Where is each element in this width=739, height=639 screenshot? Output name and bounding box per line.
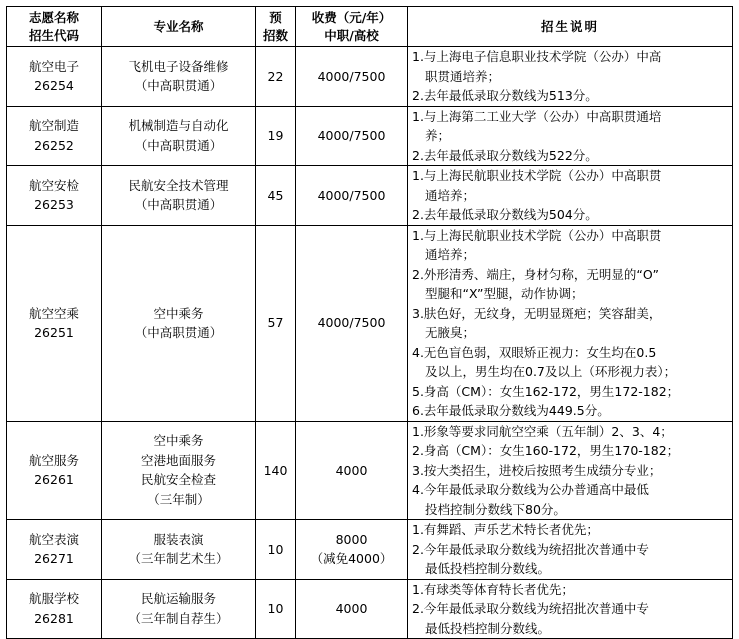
plan-count: 45 xyxy=(267,187,284,203)
note-line: 最低投档控制分数线。 xyxy=(425,561,551,576)
school-cell xyxy=(7,47,102,107)
major-cell xyxy=(102,166,256,226)
major-line: 飞机电子设备维修 xyxy=(128,58,229,74)
fee-cell xyxy=(296,106,408,166)
table-row xyxy=(7,47,733,107)
fee-line: 4000/7500 xyxy=(317,68,386,84)
major-cell xyxy=(102,520,256,580)
note-line: 1.与上海民航职业技术学院（公办）中高职贯 xyxy=(412,168,662,183)
major-line: 空中乘务 xyxy=(153,433,204,449)
school-cell xyxy=(7,106,102,166)
note-line: 1.与上海民航职业技术学院（公办）中高职贯 xyxy=(412,227,662,243)
fee-line: 4000/7500 xyxy=(317,128,386,143)
note-line: 3.按大类招生，进校后按照考生成绩分专业； xyxy=(412,462,662,478)
plan-count: 22 xyxy=(267,68,284,84)
plan-cell xyxy=(256,166,296,226)
school-code: 26252 xyxy=(34,137,74,153)
school-name: 航空电子 xyxy=(28,58,79,74)
fee-cell xyxy=(296,166,408,226)
plan-count: 57 xyxy=(267,315,284,331)
plan-count: 140 xyxy=(263,462,288,478)
note-line: 2.今年最低录取分数线为统招批次普通中专 xyxy=(412,601,649,616)
note-line: 养； xyxy=(425,128,451,143)
note-line: 5.身高（CM）：女生162-172，男生172-182； xyxy=(412,383,680,399)
major-line: 服装表演 xyxy=(153,531,204,547)
header-plan xyxy=(256,7,296,47)
header-notes xyxy=(408,7,733,47)
note-line: 2.身高（CM）：女生160-172，男生170-182； xyxy=(412,443,680,458)
school-code: 26254 xyxy=(34,78,74,94)
fee-line: 4000/7500 xyxy=(317,187,386,203)
header-school-name xyxy=(7,7,102,47)
header-school-name-line2: 招生代码 xyxy=(28,27,79,43)
school-name: 航空安检 xyxy=(28,177,79,193)
note-line: 1.有舞蹈、声乐艺术特长者优先； xyxy=(412,522,599,537)
major-line: （三年制自荐生） xyxy=(128,610,229,626)
header-major xyxy=(102,7,256,47)
major-cell xyxy=(102,579,256,639)
plan-count: 10 xyxy=(267,601,284,616)
school-code: 26261 xyxy=(34,472,74,488)
school-code: 26253 xyxy=(34,197,74,213)
note-line: 1.与上海第二工业大学（公办）中高职贯通培 xyxy=(412,108,662,124)
note-line: 1.有球类等体育特长者优先； xyxy=(412,581,574,597)
major-cell xyxy=(102,47,256,107)
major-line: 空港地面服务 xyxy=(140,452,216,468)
plan-count: 19 xyxy=(267,128,284,143)
note-line: 型腿和“X”型腿，动作协调； xyxy=(425,286,584,301)
school-cell xyxy=(7,166,102,226)
fee-line: 4000 xyxy=(335,462,368,478)
note-line: 2.去年最低录取分数线为504分。 xyxy=(412,207,598,222)
fee-line: 4000/7500 xyxy=(317,315,386,331)
fee-cell xyxy=(296,520,408,580)
table-row xyxy=(7,166,733,226)
major-line: （中高职贯通） xyxy=(134,78,223,94)
header-row xyxy=(7,7,733,47)
note-line: 及以上，男生均在0.7及以上（环形视力表）； xyxy=(425,364,677,379)
note-line: 2.去年最低录取分数线为513分。 xyxy=(412,88,598,103)
notes-cell xyxy=(408,225,733,421)
table-row xyxy=(7,225,733,421)
major-line: 民航安全检查 xyxy=(140,472,216,488)
major-line: （中高职贯通） xyxy=(134,325,223,340)
table-row xyxy=(7,579,733,639)
note-line: 最低投档控制分数线。 xyxy=(425,620,551,636)
note-line: 2.今年最低录取分数线为统招批次普通中专 xyxy=(412,541,649,557)
school-code: 26281 xyxy=(34,610,74,626)
school-name: 航空制造 xyxy=(28,118,79,134)
major-line: （三年制） xyxy=(147,491,210,507)
fee-cell xyxy=(296,225,408,421)
fee-line: 8000 xyxy=(335,531,368,547)
major-line: （中高职贯通） xyxy=(134,197,223,213)
header-fee xyxy=(296,7,408,47)
notes-cell xyxy=(408,166,733,226)
school-name: 航空空乘 xyxy=(28,305,79,321)
notes-cell xyxy=(408,579,733,639)
header-fee-line2: 中职/高校 xyxy=(324,27,379,43)
note-line: 通培养； xyxy=(425,187,476,203)
note-line: 1.形象等要求同航空空乘（五年制）2、3、4； xyxy=(412,423,673,439)
school-name: 航服学校 xyxy=(28,591,79,607)
major-cell xyxy=(102,421,256,520)
plan-count: 10 xyxy=(267,541,284,557)
note-line: 无腋臭； xyxy=(425,325,476,340)
note-line: 职贯通培养； xyxy=(425,68,501,84)
major-cell xyxy=(102,106,256,166)
fee-line: 4000 xyxy=(335,601,368,616)
plan-cell xyxy=(256,520,296,580)
notes-cell xyxy=(408,421,733,520)
header-fee-line1: 收费（元/年） xyxy=(311,9,392,25)
fee-cell xyxy=(296,421,408,520)
major-line: 机械制造与自动化 xyxy=(128,118,229,134)
notes-cell xyxy=(408,47,733,107)
fee-cell xyxy=(296,47,408,107)
header-major-label: 专业名称 xyxy=(153,18,204,34)
plan-cell xyxy=(256,47,296,107)
notes-cell xyxy=(408,520,733,580)
school-cell xyxy=(7,579,102,639)
plan-cell xyxy=(256,225,296,421)
header-notes-label: 招生说明 xyxy=(540,18,599,34)
table-row xyxy=(7,520,733,580)
admissions-table xyxy=(6,6,733,639)
note-line: 2.去年最低录取分数线为522分。 xyxy=(412,147,598,163)
header-plan-line1: 预 xyxy=(269,9,282,25)
note-line: 4.无色盲色弱，双眼矫正视力：女生均在0.5 xyxy=(412,344,657,360)
notes-cell xyxy=(408,106,733,166)
header-school-name-line1: 志愿名称 xyxy=(28,9,79,25)
school-code: 26251 xyxy=(34,325,74,340)
school-cell xyxy=(7,421,102,520)
plan-cell xyxy=(256,106,296,166)
school-cell xyxy=(7,225,102,421)
major-line: （三年制艺术生） xyxy=(128,551,229,567)
major-line: 民航安全技术管理 xyxy=(128,177,229,193)
school-cell xyxy=(7,520,102,580)
major-cell xyxy=(102,225,256,421)
fee-line: （减免4000） xyxy=(310,551,393,567)
major-line: 民航运输服务 xyxy=(140,591,216,607)
plan-cell xyxy=(256,579,296,639)
note-line: 4.今年最低录取分数线为公办普通高中最低 xyxy=(412,482,649,497)
school-code: 26271 xyxy=(34,551,74,567)
school-name: 航空服务 xyxy=(28,452,79,468)
note-line: 6.去年最低录取分数线为449.5分。 xyxy=(412,403,610,418)
note-line: 3.肤色好，无纹身，无明显斑疤；笑容甜美， xyxy=(412,305,662,321)
note-line: 1.与上海电子信息职业技术学院（公办）中高 xyxy=(412,49,662,64)
note-line: 2.外形清秀、端庄，身材匀称，无明显的“O” xyxy=(412,266,659,282)
note-line: 通培养； xyxy=(425,247,476,262)
note-line: 投档控制分数线下80分。 xyxy=(425,501,566,517)
plan-cell xyxy=(256,421,296,520)
table-row xyxy=(7,106,733,166)
major-line: 空中乘务 xyxy=(153,305,204,321)
school-name: 航空表演 xyxy=(28,531,79,547)
header-plan-line2: 招数 xyxy=(262,27,288,43)
fee-cell xyxy=(296,579,408,639)
major-line: （中高职贯通） xyxy=(134,137,223,153)
table-row xyxy=(7,421,733,520)
